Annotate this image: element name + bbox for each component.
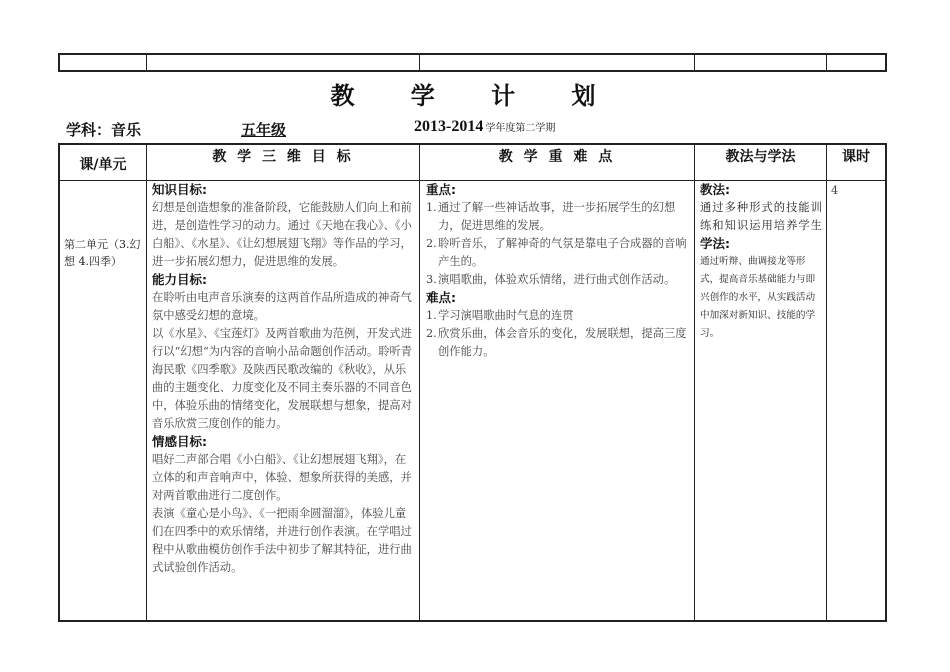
teaching-method-text: 通过多种形式的技能训练和知识运用培养学生 [700,201,823,232]
emotion-goal-text-2: 表演《童心是小鸟》、《一把雨伞圆溜溜》，体验儿童们在四季中的欢乐情绪，并进行创作表演。在学唱过程中从歌曲模仿创作手法中初步了解其特征，进行曲式试验创作活动。 [152,507,412,574]
header-hours: 课时 [842,149,870,165]
term-label: 学年度第二学期 [485,123,556,134]
knowledge-goal-text: 幻想是创造想象的准备阶段，它能鼓励人们向上和前进，是创造性学习的动力。通过《天地在我心》、《小白船》、《水星》、《让幻想展翅飞翔》等作品的学习，进一步拓展幻想力，促进思维的发展。 [152,201,412,268]
ability-goal-text-1: 在聆听由电声音乐演奏的这两首作品所造成的神奇气氛中感受幻想的意境。 [152,291,412,322]
page-title: 教 学 计 划 [330,82,620,110]
hours-cell: 4 [831,184,839,197]
ability-goal-title: 能力目标: [152,272,207,287]
difficult-point-item: 1. 学习演唱歌曲时气息的连贯 [426,309,574,322]
grade-label: 五年级 [241,121,287,139]
school-year [414,117,555,136]
key-point-item: 3. 演唱歌曲，体验欢乐情绪，进行曲式创作活动。 [426,273,676,286]
emotion-goal-text-1: 唱好二声部合唱《小白船》、《让幻想展翅飞翔》，在立体的和声音响声中，体验、想象所获得的美感，并对两首歌曲进行二度创作。 [152,453,412,502]
header-methods: 教法与学法 [725,149,796,165]
methods-cell [700,181,823,343]
subject-label: 学科：音乐 [66,121,142,139]
difficult-points-title: 难点: [426,290,456,305]
keypoints-cell [426,181,690,361]
header-unit: 课/单元 [79,157,127,173]
learning-method-text: 通过听辩、曲调接龙等形式，提高音乐基础能力与即兴创作的水平，从实践活动中加深对新知识、技能的学习。 [700,256,816,339]
difficult-point-item: 2. 欣赏乐曲，体会音乐的变化，发展联想，提高三度创作能力。 [426,327,687,358]
key-point-item: 1. 通过了解一些神话故事，进一步拓展学生的幻想力，促进思维的发展。 [426,201,676,232]
teaching-method-title: 教法: [700,182,730,197]
knowledge-goal-title: 知识目标: [152,182,207,197]
key-point-item: 2. 聆听音乐，了解神奇的气氛是靠电子合成器的音响产生的。 [426,237,687,268]
year-value: 2013-2014 [414,118,484,135]
unit-cell: 第二单元（3.幻想 4.四季） [64,238,141,268]
learning-method-title: 学法: [700,236,730,251]
key-points-title: 重点: [426,182,456,197]
goals-cell [152,181,416,577]
header-goals: 教 学 三 维 目 标 [212,149,354,165]
emotion-goal-title: 情感目标: [152,434,207,449]
ability-goal-text-2: 以《水星》、《宝莲灯》及两首歌曲为范例，开发式进行以“幻想“为内容的音响小品命题创作活动。聆听青海民歌《四季歌》及陕西民歌改编的《秋收》，从乐曲的主题变化、力度变化及不同主奏乐器的不同音色中，体验乐曲的情绪变化，发展联想与想象，提高对音乐欣赏三度创作的能力。 [152,327,413,430]
header-keypoints: 教 学 重 难 点 [498,149,616,165]
